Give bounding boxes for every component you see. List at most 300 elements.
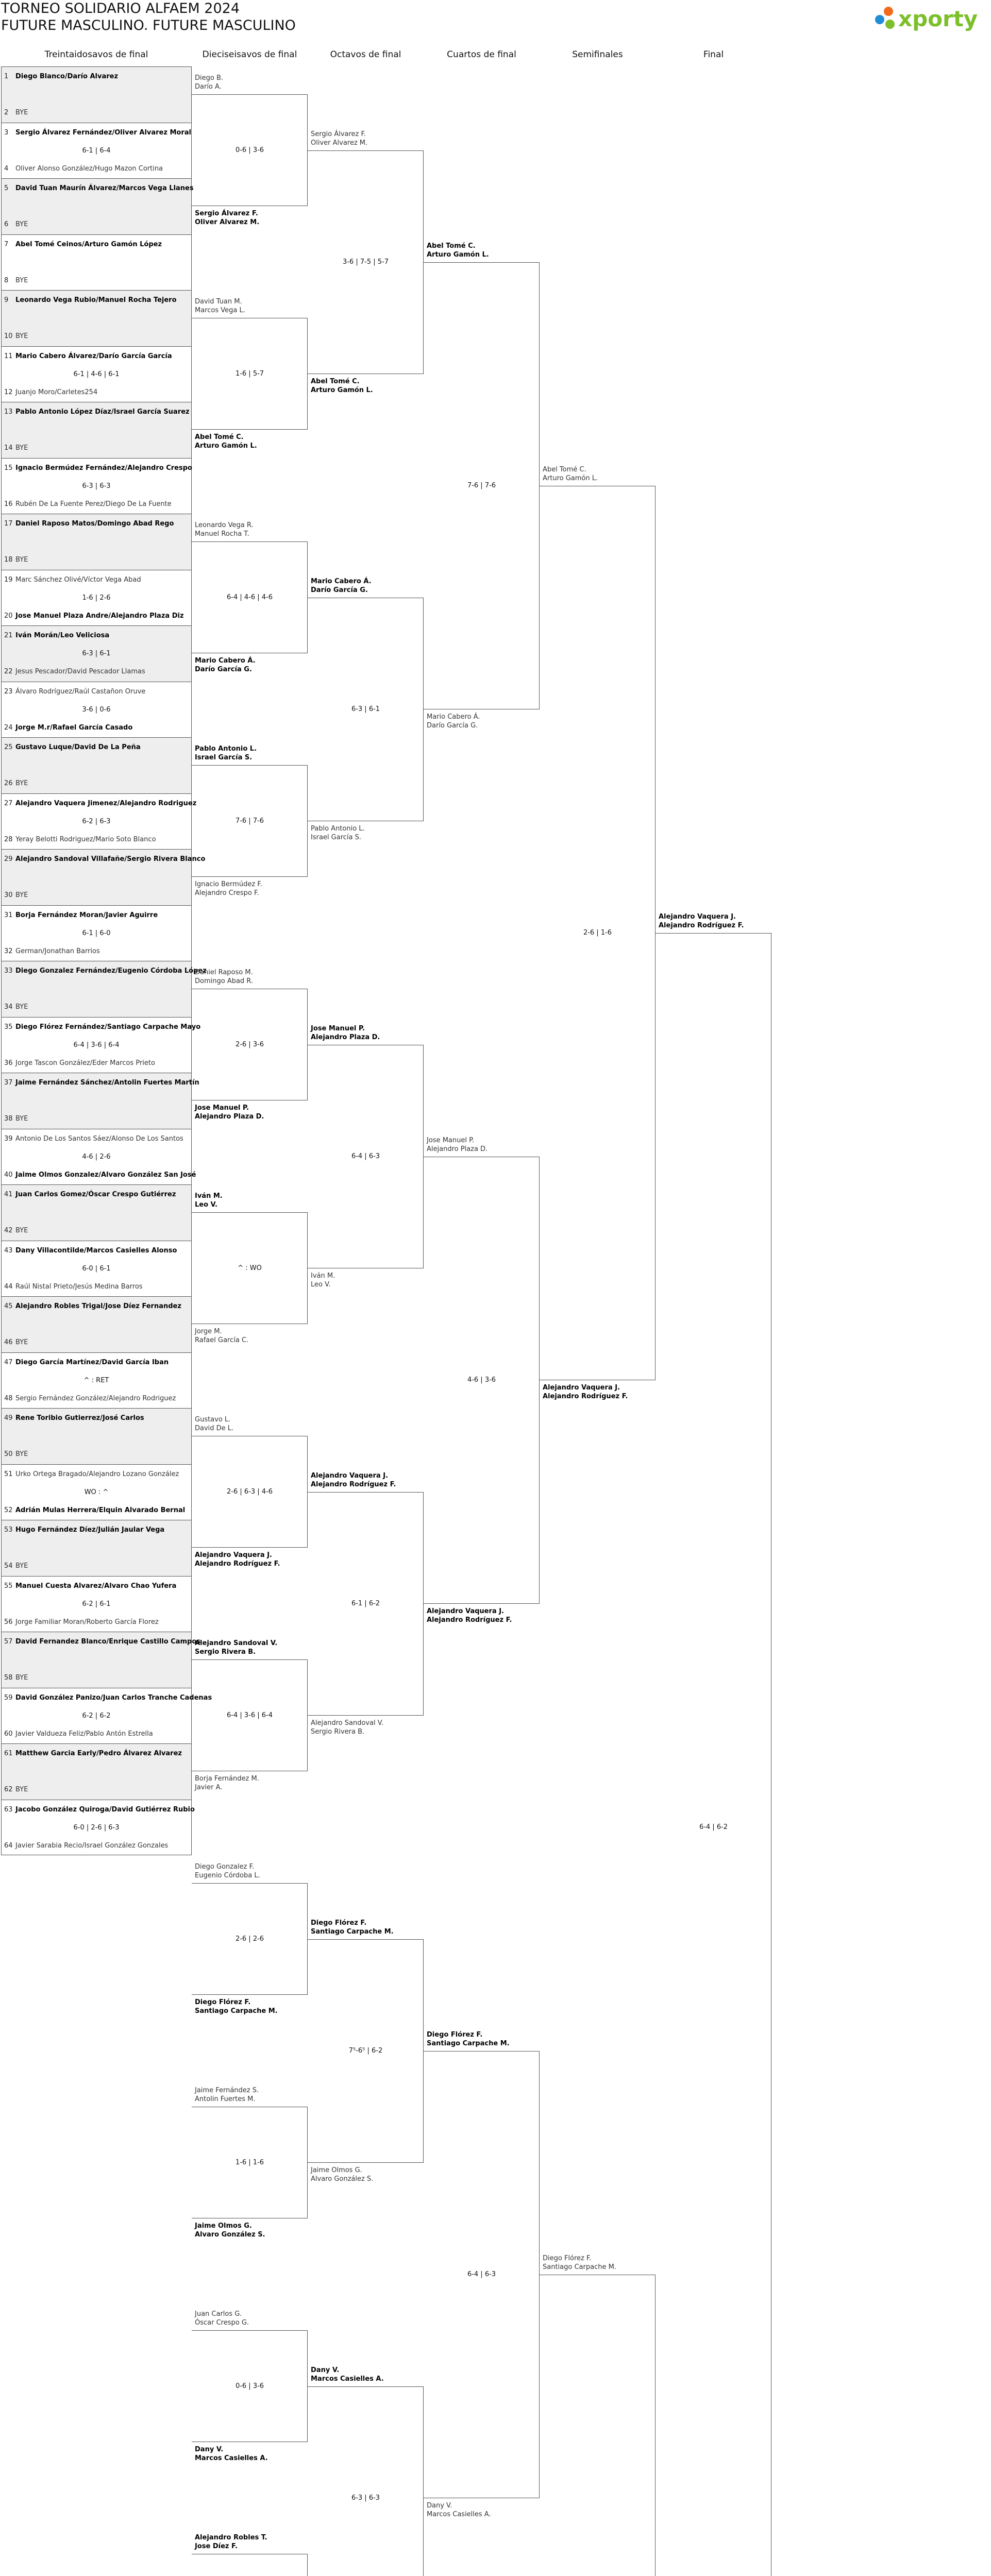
- seed-number: 26: [4, 779, 13, 787]
- bracket-slot: [543, 465, 652, 483]
- seed-number: 62: [4, 1786, 13, 1793]
- seed-number: 16: [4, 500, 13, 508]
- match-player: [4, 408, 190, 416]
- player-name: BYE: [15, 1786, 28, 1793]
- seed-number: 27: [4, 799, 13, 807]
- first-round-match: [1, 1688, 212, 1744]
- seed-number: 41: [4, 1191, 13, 1198]
- player-1: Alejandro Vaquera J.: [543, 1383, 620, 1392]
- player-1: Abel Tomé C.: [427, 242, 476, 250]
- seed-number: 52: [4, 1506, 13, 1514]
- seed-number: 15: [4, 464, 13, 472]
- player-1: Diego Flórez F.: [543, 2254, 592, 2262]
- bracket-slot: [195, 1327, 305, 1345]
- seed-number: 36: [4, 1059, 13, 1067]
- player-name: Sergio Álvarez Fernández/Oliver Alvarez Moral: [15, 128, 191, 137]
- player-2: Arturo Gamón L.: [311, 386, 373, 394]
- match-player: [4, 1618, 159, 1626]
- player-1: Borja Fernández M.: [195, 1775, 259, 1783]
- match-player: [4, 836, 156, 844]
- first-round-match: [1, 1464, 192, 1520]
- player-name: German/Jonathan Barrios: [15, 947, 100, 955]
- tournament-title: TORNEO SOLIDARIO ALFAEM 2024: [1, 1, 240, 16]
- player-2: Alvaro González S.: [195, 2231, 265, 2239]
- seed-number: 54: [4, 1562, 13, 1570]
- seed-number: 22: [4, 668, 13, 675]
- match-player: [4, 296, 177, 304]
- player-name: Pablo Antonio López Díaz/Israel García Suarez: [15, 408, 190, 416]
- seed-number: 50: [4, 1450, 13, 1458]
- match-player: [4, 1003, 28, 1011]
- seed-number: 11: [4, 352, 13, 360]
- match-player: [4, 891, 28, 900]
- seed-number: 21: [4, 632, 13, 639]
- player-1: Diego B.: [195, 74, 224, 82]
- player-name: BYE: [15, 1338, 28, 1346]
- match-score: 2-6 | 6-3 | 4-6: [227, 1487, 273, 1496]
- match-score: 6-2 | 6-1: [82, 1600, 111, 1608]
- player-name: BYE: [15, 779, 28, 787]
- player-2: Alvaro González S.: [311, 2175, 374, 2183]
- match-player: [4, 1674, 28, 1682]
- player-name: Leonardo Vega Rubio/Manuel Rocha Tejero: [15, 296, 177, 304]
- player-2: Alejandro Plaza D.: [311, 1033, 380, 1041]
- seed-number: 33: [4, 967, 13, 975]
- first-round-match: [1, 793, 197, 850]
- first-round-match: [1, 682, 192, 738]
- bracket-slot: [311, 130, 421, 147]
- player-2: Marcos Casielles A.: [311, 2375, 384, 2383]
- match-player: [4, 1302, 181, 1311]
- player-name: Jaime Fernández Sánchez/Antolin Fuertes Martín: [15, 1079, 199, 1087]
- player-1: Dany V.: [195, 2446, 224, 2454]
- player-1: Abel Tomé C.: [543, 465, 586, 473]
- player-name: Oliver Alonso González/Hugo Mazon Cortina: [15, 164, 163, 173]
- player-name: Urko Ortega Bragado/Alejandro Lozano González: [15, 1470, 179, 1478]
- bracket-slot: [195, 1104, 305, 1121]
- first-round-match: [1, 905, 192, 961]
- match-score: 6-1 | 6-2: [351, 1599, 380, 1607]
- match-player: [4, 1395, 176, 1403]
- player-name: BYE: [15, 221, 28, 228]
- player-2: Antolin Fuertes M.: [195, 2095, 256, 2104]
- first-round-match: [1, 570, 192, 626]
- seed-number: 55: [4, 1582, 13, 1590]
- bracket-match: [540, 2275, 656, 2576]
- match-player: [4, 911, 158, 920]
- player-1: Alejandro Sandoval V.: [311, 1719, 384, 1727]
- seed-number: 63: [4, 1805, 13, 1814]
- match-player: [4, 1842, 168, 1850]
- player-2: Alejandro Rodríguez F.: [427, 1616, 512, 1624]
- match-score: 1-6 | 2-6: [82, 594, 111, 602]
- player-name: Diego Gonzalez Fernández/Eugenio Córdoba López: [15, 967, 207, 975]
- first-round-match: [1, 290, 192, 346]
- header-round-16: Octavos de final: [330, 49, 401, 60]
- match-player: [4, 967, 207, 975]
- player-name: Manuel Cuesta Alvarez/Alvaro Chao Yufera: [15, 1582, 177, 1590]
- player-2: Santiago Carpache M.: [195, 2007, 278, 2015]
- player-name: BYE: [15, 1674, 28, 1682]
- bracket-match: [656, 933, 771, 2576]
- header-semifinal: Semifinales: [572, 49, 623, 60]
- player-1: Mario Cabero Á.: [195, 657, 256, 665]
- match-score: 6-4 | 4-6 | 4-6: [227, 593, 273, 601]
- player-name: Dany Villacontilde/Marcos Casielles Alonso: [15, 1246, 177, 1255]
- player-name: Hugo Fernández Díez/Julián Jaular Vega: [15, 1526, 165, 1534]
- player-name: David Fernandez Blanco/Enrique Castillo Campos: [15, 1638, 201, 1646]
- player-1: Sergio Álvarez F.: [195, 210, 258, 218]
- logo-text: xporty: [898, 6, 978, 31]
- player-2: Alejandro Rodríguez F.: [659, 921, 744, 929]
- match-score: ^ : RET: [83, 1376, 109, 1384]
- seed-number: 23: [4, 687, 13, 696]
- first-round-match: [1, 1241, 192, 1297]
- player-2: Arturo Gamón L.: [543, 474, 598, 482]
- player-2: Oliver Alvarez M.: [311, 139, 368, 147]
- player-2: Marcos Vega L.: [195, 307, 245, 315]
- player-name: Álvaro Rodríguez/Raúl Castañon Oruve: [15, 687, 146, 696]
- match-score: 7-6 | 7-6: [467, 481, 496, 489]
- match-score: 7-6 | 7-6: [235, 817, 264, 825]
- match-player: [4, 1450, 28, 1459]
- player-1: Alejandro Sandoval V.: [195, 1639, 278, 1648]
- first-round-match: [1, 346, 192, 402]
- match-score: 6-4 | 3-6 | 6-4: [227, 1711, 273, 1719]
- seed-number: 59: [4, 1693, 13, 1702]
- match-score: 0-6 | 3-6: [235, 2382, 264, 2390]
- player-2: Alejandro Rodríguez F.: [195, 1560, 280, 1568]
- seed-number: 64: [4, 1841, 13, 1850]
- player-2: Leo V.: [311, 1280, 331, 1289]
- seed-number: 12: [4, 388, 13, 396]
- seed-number: 30: [4, 891, 13, 899]
- seed-number: 29: [4, 855, 13, 863]
- first-round-match: [1, 1017, 201, 1073]
- match-score: 6-1 | 6-0: [82, 929, 111, 937]
- match-player: [4, 612, 184, 620]
- player-name: Alejandro Robles Trigal/Jose Díez Fernandez: [15, 1302, 181, 1310]
- player-name: Javier Sarabia Recio/Israel González Gonzales: [15, 1841, 169, 1850]
- match-player: [4, 1750, 182, 1758]
- player-name: Gustavo Luque/David De La Peña: [15, 743, 141, 751]
- bracket-slot: [311, 1471, 421, 1489]
- player-1: Dany V.: [311, 2366, 340, 2374]
- seed-number: 25: [4, 743, 13, 751]
- bracket-slot: [427, 2501, 536, 2519]
- bracket-slot: [195, 656, 305, 674]
- first-round-match: [1, 1576, 192, 1632]
- bracket-slot: [543, 2254, 652, 2272]
- seed-number: 2: [4, 109, 9, 116]
- player-2: Manuel Rocha T.: [195, 530, 249, 538]
- player-1: Mario Cabero Á.: [311, 577, 372, 585]
- seed-number: 40: [4, 1171, 13, 1179]
- seed-number: 57: [4, 1638, 13, 1646]
- first-round-match: [1, 849, 206, 905]
- first-round-match: [1, 1352, 192, 1409]
- bracket-slot: [311, 1024, 421, 1042]
- bracket-slot: [427, 1607, 536, 1624]
- xporty-logo: [872, 2, 991, 34]
- match-player: [4, 632, 109, 640]
- bracket-slot: [195, 2086, 305, 2104]
- first-round-match: [1, 1408, 192, 1464]
- first-round-match: [1, 1632, 201, 1688]
- player-2: Domingo Abad R.: [195, 977, 254, 986]
- match-player: [4, 1135, 183, 1143]
- bracket-slot: [311, 1919, 421, 1936]
- bracket-slot: [195, 2533, 305, 2551]
- logo-dot-green-icon: [885, 20, 895, 29]
- seed-number: 14: [4, 444, 13, 452]
- header-quarterfinal: Cuartos de final: [447, 49, 516, 60]
- match-player: [4, 1338, 28, 1347]
- player-2: Leo V.: [195, 1201, 217, 1209]
- match-player: [4, 1414, 144, 1422]
- seed-number: 20: [4, 612, 13, 620]
- seed-number: 61: [4, 1750, 13, 1757]
- player-name: Jaime Olmos Gonzalez/Alvaro González San José: [15, 1171, 196, 1179]
- bracket-slot: [195, 1551, 305, 1568]
- player-name: Adrián Mulas Herrera/Elquin Alvarado Bernal: [15, 1506, 186, 1514]
- match-player: [4, 1730, 153, 1738]
- first-round-match: [1, 1129, 196, 1185]
- player-1: Alejandro Vaquera J.: [659, 912, 736, 921]
- player-2: Alejandro Rodríguez F.: [543, 1392, 628, 1400]
- seed-number: 28: [4, 835, 13, 843]
- player-2: Israel García S.: [195, 754, 253, 762]
- player-name: Jorge M.r/Rafael García Casado: [15, 723, 133, 732]
- match-player: [4, 332, 28, 341]
- seed-number: 56: [4, 1618, 13, 1626]
- player-name: Borja Fernández Moran/Javier Aguirre: [15, 911, 158, 919]
- match-player: [4, 352, 172, 361]
- player-1: Jorge M.: [195, 1328, 222, 1336]
- match-player: [4, 1359, 169, 1367]
- match-player: [4, 576, 141, 584]
- seed-number: 10: [4, 332, 13, 340]
- match-score: 6-4 | 6-3: [467, 2270, 496, 2278]
- player-name: Abel Tomé Ceinos/Arturo Gamón López: [15, 240, 162, 248]
- player-2: Darío García G.: [195, 666, 252, 674]
- seed-number: 3: [4, 128, 9, 137]
- player-name: Javier Valdueza Feliz/Pablo Antón Estrella: [15, 1730, 153, 1738]
- player-name: BYE: [15, 276, 28, 284]
- match-score: 6-3 | 6-1: [351, 705, 380, 713]
- seed-number: 32: [4, 947, 13, 955]
- match-player: [4, 241, 162, 249]
- player-2: Santiago Carpache M.: [543, 2263, 616, 2271]
- match-player: [4, 947, 100, 956]
- match-player: [4, 1283, 143, 1291]
- match-player: [4, 73, 118, 81]
- player-1: Jaime Olmos G.: [195, 2222, 252, 2230]
- match-score: 3-6 | 7-5 | 5-7: [343, 258, 389, 266]
- logo-dot-blue-icon: [875, 15, 884, 24]
- match-player: [4, 1694, 212, 1702]
- match-player: [4, 556, 28, 564]
- match-score: 2-6 | 1-6: [583, 928, 612, 937]
- player-name: Daniel Raposo Matos/Domingo Abad Rego: [15, 520, 174, 528]
- player-name: BYE: [15, 1450, 28, 1458]
- match-player: [4, 464, 192, 472]
- player-1: Jaime Olmos G.: [311, 2166, 362, 2174]
- player-name: BYE: [15, 1115, 28, 1123]
- first-round-match: [1, 458, 192, 514]
- match-player: [4, 800, 196, 808]
- player-name: Iván Morán/Leo Veliciosa: [15, 632, 110, 639]
- player-2: Alejandro Plaza D.: [427, 1145, 488, 1153]
- match-score: 6-4 | 3-6 | 6-4: [73, 1041, 120, 1049]
- seed-number: 17: [4, 520, 13, 528]
- bracket-slot: [195, 968, 305, 986]
- player-1: Alejandro Robles T.: [195, 2534, 267, 2542]
- player-name: Marc Sánchez Olivé/Víctor Vega Abad: [15, 575, 141, 584]
- player-1: Jose Manuel P.: [311, 1024, 365, 1032]
- player-1: Jose Manuel P.: [427, 1136, 475, 1144]
- player-name: BYE: [15, 1227, 28, 1234]
- match-score: 0-6 | 3-6: [235, 146, 264, 154]
- player-1: David Tuan M.: [195, 298, 242, 306]
- player-name: BYE: [15, 332, 28, 340]
- seed-number: 60: [4, 1730, 13, 1738]
- player-name: Rubén De La Fuente Perez/Diego De La Fuente: [15, 500, 172, 508]
- player-name: Yeray Belotti Rodriguez/Mario Soto Blanco: [15, 835, 156, 843]
- match-score: 6-1 | 6-4: [82, 146, 111, 155]
- player-name: David Tuan Maurín Álvarez/Marcos Vega Llanes: [15, 184, 194, 192]
- player-1: Mario Cabero Á.: [427, 713, 480, 721]
- seed-number: 44: [4, 1282, 13, 1291]
- player-2: Eugenio Córdoba L.: [195, 1872, 260, 1880]
- bracket-slot: [195, 2222, 305, 2239]
- match-player: [4, 688, 145, 696]
- player-1: Daniel Raposo M.: [195, 969, 253, 977]
- match-player: [4, 779, 28, 788]
- player-2: Darío García G.: [311, 586, 368, 594]
- match-score: 6-2 | 6-2: [82, 1711, 111, 1720]
- player-2: Darío García G.: [427, 721, 478, 730]
- first-round-match: [1, 514, 192, 570]
- bracket-slot: [195, 1998, 305, 2015]
- player-1: Juan Carlos G.: [195, 2310, 242, 2318]
- player-2: David De L.: [195, 1425, 234, 1433]
- first-round-match: [1, 123, 192, 179]
- header-final: Final: [703, 49, 724, 60]
- match-score: 6-1 | 4-6 | 6-1: [73, 370, 120, 378]
- match-player: [4, 109, 28, 117]
- match-player: [4, 1227, 28, 1235]
- seed-number: 47: [4, 1358, 13, 1366]
- player-1: Alejandro Vaquera J.: [195, 1551, 272, 1560]
- player-name: Diego Flórez Fernández/Santiago Carpache Mayo: [15, 1023, 201, 1031]
- seed-number: 31: [4, 911, 13, 919]
- bracket-slot: [311, 824, 421, 842]
- bracket-slot: [427, 2030, 536, 2048]
- bracket-slot: [311, 2366, 421, 2383]
- player-1: Leonardo Vega R.: [195, 521, 254, 530]
- player-1: Ignacio Bermúdez F.: [195, 880, 262, 889]
- player-name: Ignacio Bermúdez Fernández/Alejandro Crespo: [15, 464, 192, 472]
- seed-number: 46: [4, 1338, 13, 1346]
- player-2: Alejandro Crespo F.: [195, 889, 259, 897]
- player-2: Santiago Carpache M.: [311, 1927, 394, 1936]
- player-2: Óscar Crespo G.: [195, 2319, 249, 2327]
- player-name: BYE: [15, 1562, 28, 1570]
- match-player: [4, 1191, 176, 1199]
- player-2: Santiago Carpache M.: [427, 2039, 510, 2047]
- bracket-slot: [195, 74, 305, 91]
- player-1: Pablo Antonio L.: [195, 745, 257, 753]
- logo-dot-orange-icon: [884, 7, 893, 16]
- player-2: Arturo Gamón L.: [195, 442, 257, 450]
- bracket-slot: [427, 242, 536, 259]
- player-2: Sergio Rivera B.: [311, 1727, 365, 1736]
- match-player: [4, 444, 28, 452]
- player-name: Antonio De Los Santos Sáez/Alonso De Los Santos: [15, 1134, 183, 1143]
- player-1: Diego Flórez F.: [427, 2030, 483, 2039]
- match-player: [4, 184, 194, 193]
- player-name: Alejandro Sandoval Villafañe/Sergio Rivera Blanco: [15, 855, 206, 863]
- first-round-match: [1, 178, 192, 234]
- player-name: BYE: [15, 891, 28, 899]
- player-name: Juan Carlos Gomez/Óscar Crespo Gutiérrez: [15, 1191, 176, 1198]
- match-score: 6-0 | 6-1: [82, 1264, 111, 1273]
- bracket-match: [192, 2554, 308, 2576]
- player-2: Alejandro Rodríguez F.: [311, 1480, 396, 1488]
- match-player: [4, 129, 191, 137]
- player-2: Marcos Casielles A.: [427, 2510, 491, 2518]
- player-1: Diego Flórez F.: [311, 1919, 367, 1927]
- bracket-slot: [195, 1774, 305, 1792]
- match-player: [4, 1247, 177, 1255]
- player-name: Jesus Pescador/David Pescador Llamas: [15, 668, 145, 675]
- match-score: 4-6 | 2-6: [82, 1153, 111, 1161]
- player-1: Abel Tomé C.: [311, 377, 360, 385]
- match-score: 2-6 | 3-6: [235, 1040, 264, 1048]
- seed-number: 48: [4, 1394, 13, 1402]
- bracket-slot: [195, 209, 305, 227]
- match-player: [4, 1562, 28, 1570]
- match-player: [4, 1582, 176, 1590]
- player-1: Diego Gonzalez F.: [195, 1863, 255, 1871]
- seed-number: 9: [4, 296, 9, 304]
- player-name: Mario Cabero Álvarez/Darío García García: [15, 352, 172, 360]
- header-round-64: Treintaidosavos de final: [44, 49, 148, 60]
- player-name: BYE: [15, 444, 28, 452]
- match-player: [4, 1638, 200, 1646]
- first-round-match: [1, 737, 192, 793]
- match-player: [4, 1079, 199, 1087]
- player-1: Sergio Álvarez F.: [311, 130, 366, 138]
- player-2: Jose Díez F.: [195, 2543, 238, 2551]
- match-score: 6-0 | 2-6 | 6-3: [73, 1823, 120, 1832]
- bracket-slot: [311, 577, 421, 595]
- seed-number: 6: [4, 221, 9, 228]
- player-name: Alejandro Vaquera Jimenez/Alejandro Rodriguez: [15, 799, 197, 807]
- first-round-match: [1, 961, 207, 1017]
- player-name: Jose Manuel Plaza Andre/Alejandro Plaza Diz: [15, 612, 184, 620]
- first-round-match: [1, 402, 192, 458]
- player-name: BYE: [15, 556, 28, 564]
- player-1: Iván M.: [195, 1192, 223, 1200]
- seed-number: 34: [4, 1003, 13, 1011]
- first-round-match: [1, 1743, 192, 1800]
- player-name: Raúl Nistal Prieto/Jesús Medina Barros: [15, 1282, 143, 1291]
- bracket-slot: [195, 880, 305, 897]
- bracket-slot: [195, 744, 305, 762]
- match-player: [4, 743, 141, 752]
